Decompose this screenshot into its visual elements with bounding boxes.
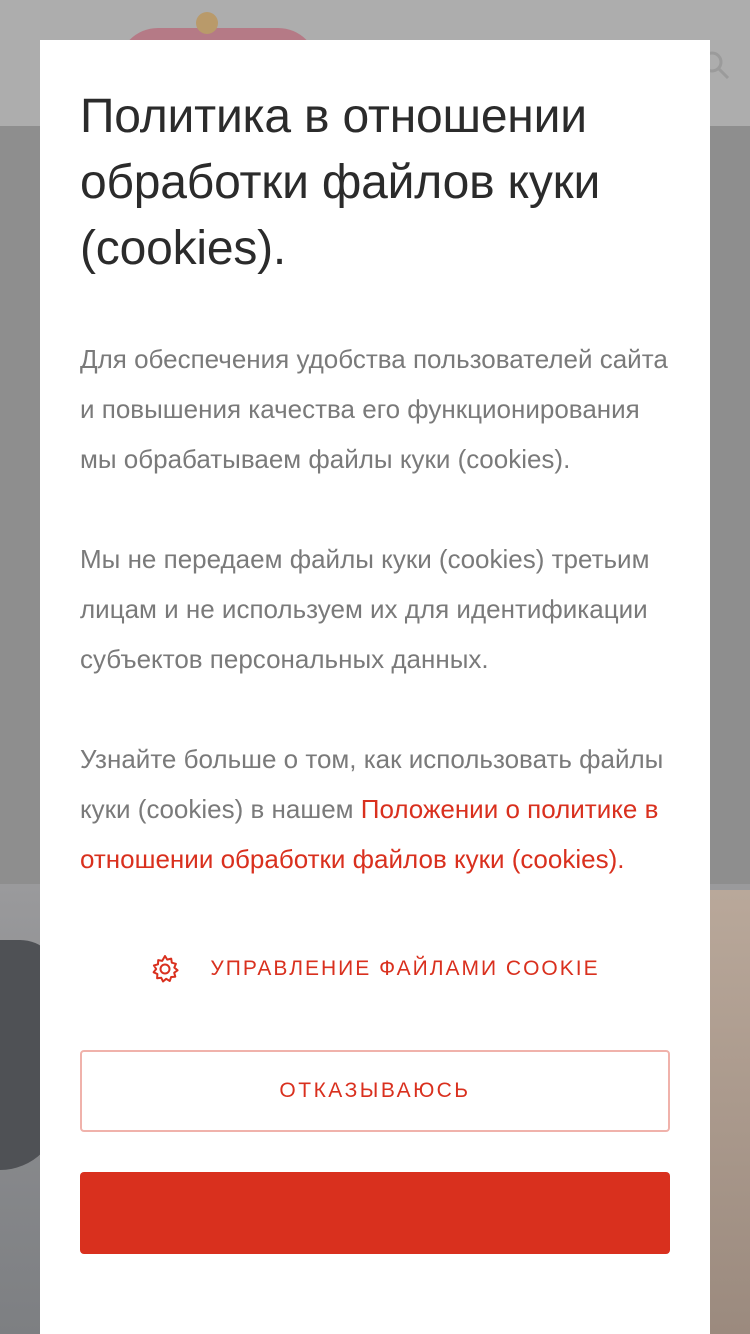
logo-crown [196, 12, 218, 34]
dialog-body [80, 334, 670, 884]
paragraph-3-text: Узнайте больше о том, как использовать файлы куки (cookies) в нашем [80, 744, 664, 824]
cookie-consent-dialog [40, 40, 710, 1334]
dialog-title: Политика в отношении обработки файлов куки (cookies). [80, 90, 601, 275]
decline-button[interactable]: ОТКАЗЫВАЮСЬ [80, 1050, 670, 1132]
cookie-paragraph-3 [80, 734, 670, 884]
accept-button[interactable] [80, 1172, 670, 1254]
cookie-paragraph-1: Для обеспечения удобства пользователей сайта и повышения качества его функционирования мы обрабатываем файлы куки (cookies). [80, 344, 668, 474]
manage-cookies-label: УПРАВЛЕНИЕ ФАЙЛАМИ COOKIE [210, 957, 600, 980]
gear-icon [150, 954, 180, 984]
manage-cookies-button[interactable] [80, 944, 670, 994]
cookie-policy-link[interactable]: Положении о политике в отношении обработки файлов куки (cookies). [80, 794, 659, 874]
cookie-paragraph-2: Мы не передаем файлы куки (cookies) третьим лицам и не используем их для идентификации субъектов персональных данных. [80, 544, 650, 674]
